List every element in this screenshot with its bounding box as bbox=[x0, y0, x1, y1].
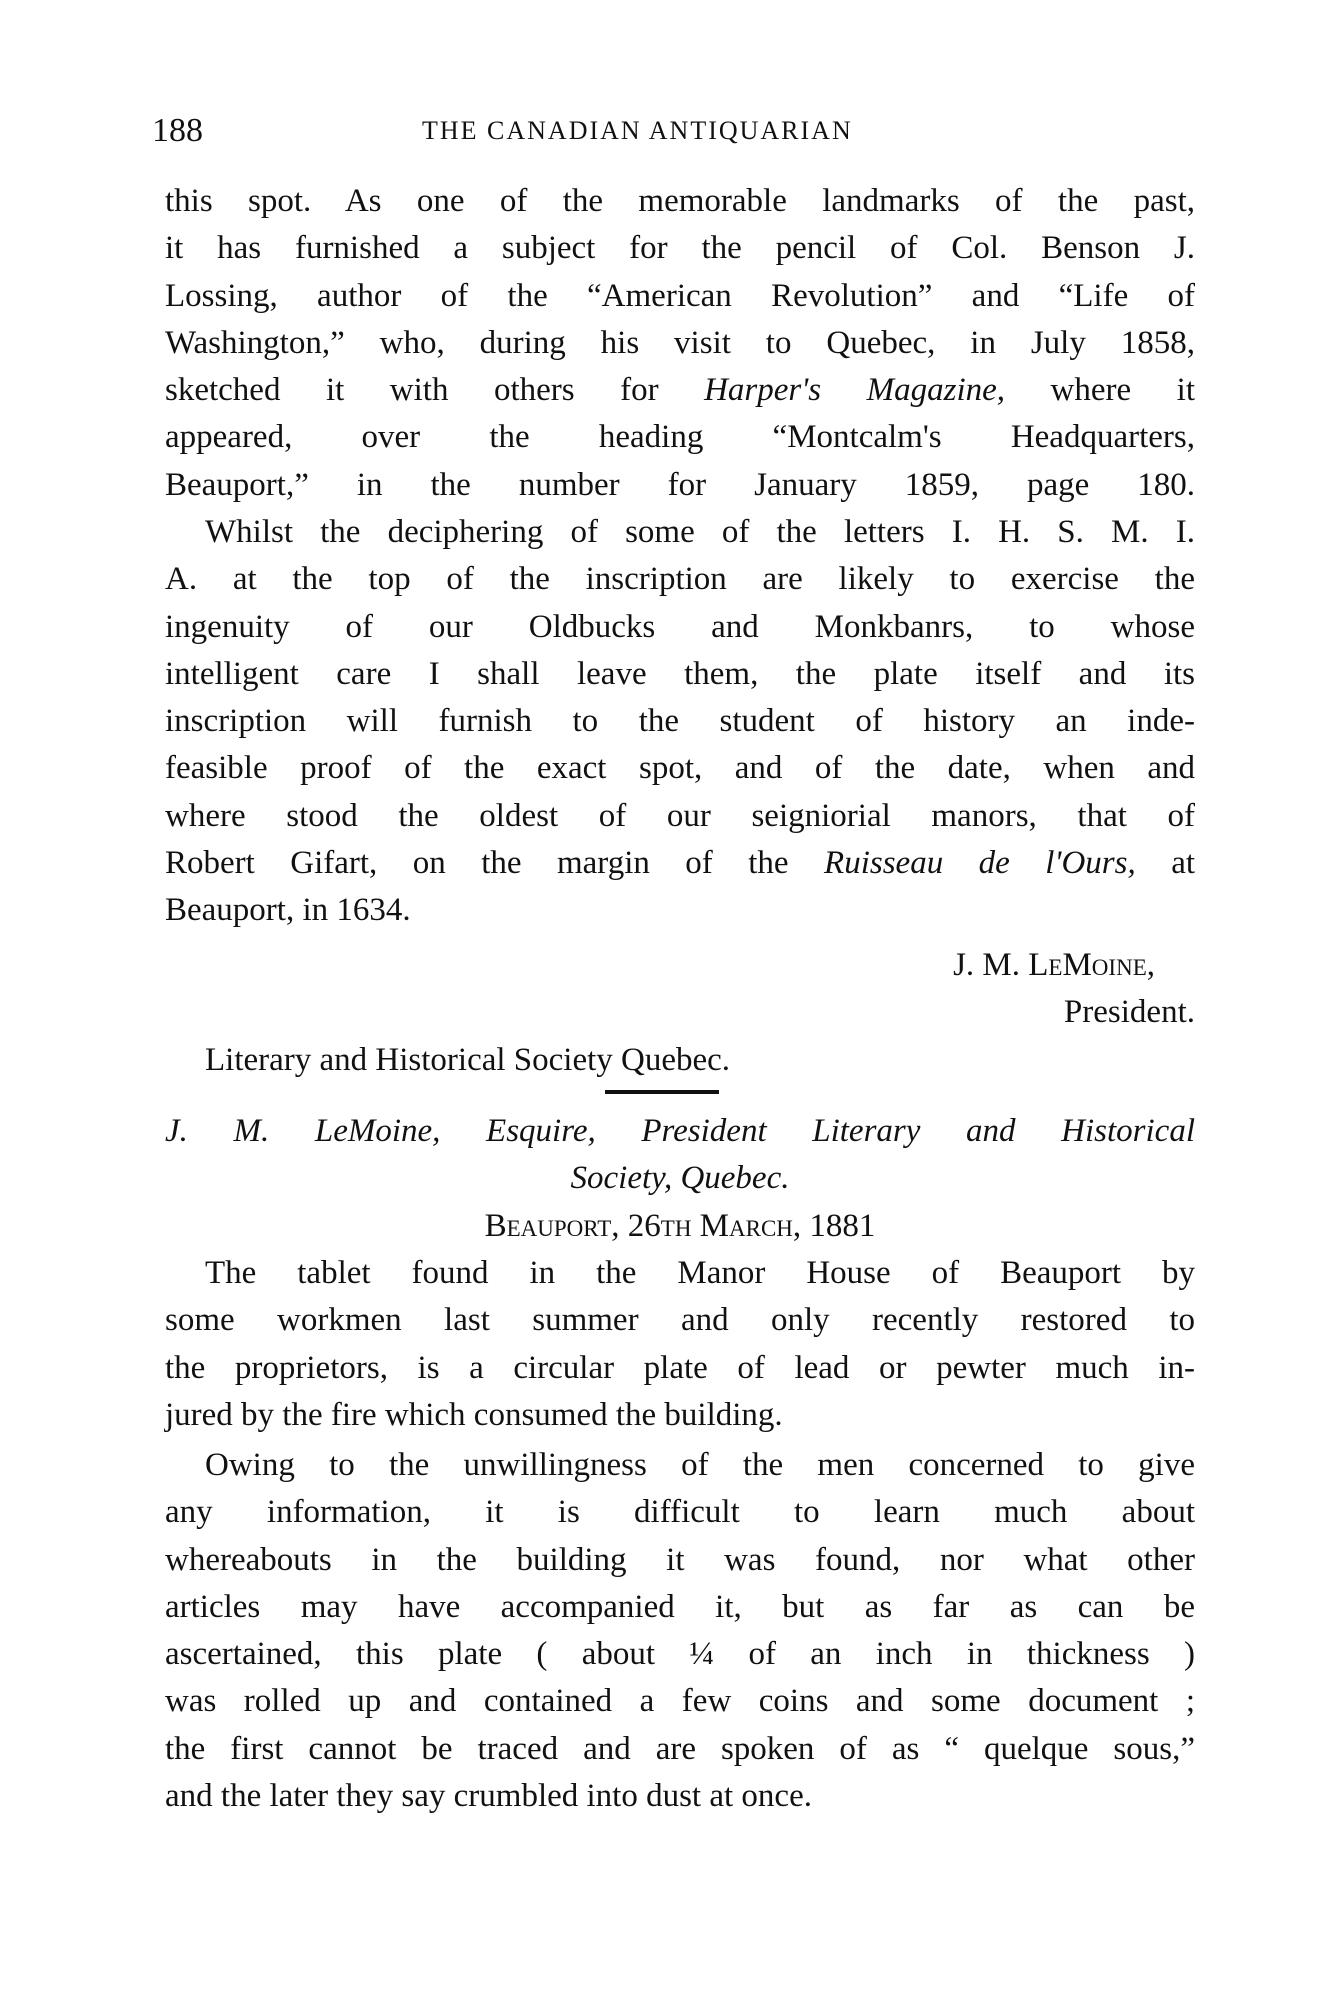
text-line: Lossing, author of the “American Revolution” and “Life of bbox=[165, 277, 1195, 314]
italic-title: Ruisseau de l'Ours, bbox=[824, 845, 1136, 882]
paragraph-inscription bbox=[165, 509, 1195, 935]
letter-paragraph-circumstances bbox=[165, 1442, 1195, 1820]
page-header bbox=[152, 112, 1182, 156]
text-line: ingenuity of our Oldbucks and Monkbanrs, to whose bbox=[165, 608, 1195, 645]
letter-address-line: Society, Quebec. bbox=[570, 1160, 790, 1197]
italic-title: Harper's Magazine, bbox=[704, 372, 1006, 409]
paragraph-continuation bbox=[165, 178, 1195, 509]
signature-title: President. bbox=[1063, 994, 1195, 1031]
text-line: the first cannot be traced and are spoken of as “ quelque sous,” bbox=[165, 1730, 1195, 1767]
text-line: was rolled up and contained a few coins and some document ; bbox=[165, 1683, 1195, 1720]
running-title: THE CANADIAN ANTIQUARIAN bbox=[422, 116, 853, 145]
text-line: Beauport, in 1634. bbox=[165, 892, 411, 929]
text-line: it has furnished a subject for the pencil of Col. Benson J. bbox=[165, 230, 1195, 267]
signature-name: J. M. LeMoine, bbox=[953, 947, 1155, 983]
text-line: and the later they say crumbled into dust at once. bbox=[165, 1778, 812, 1815]
text-line: feasible proof of the exact spot, and of the date, when and bbox=[165, 750, 1195, 787]
text-segment: at bbox=[1171, 845, 1196, 882]
page-number: 188 bbox=[152, 112, 203, 149]
text-segment: sketched it with others for bbox=[165, 372, 659, 409]
text-segment: where it bbox=[1050, 372, 1195, 409]
letter-address-line: J. M. LeMoine, Esquire, President Literary and Historical bbox=[165, 1113, 1195, 1149]
text-line: Washington,” who, during his visit to Quebec, in July 1858, bbox=[165, 324, 1195, 361]
letter-dateline: Beauport, 26th March, 1881 bbox=[484, 1207, 876, 1244]
text-line: the proprietors, is a circular plate of lead or pewter much in- bbox=[165, 1349, 1195, 1386]
text-line: A. at the top of the inscription are likely to exercise the bbox=[165, 561, 1195, 598]
text-line: jured by the fire which consumed the building. bbox=[165, 1396, 783, 1433]
section-divider bbox=[605, 1090, 719, 1094]
text-line: whereabouts in the building it was found, nor what other bbox=[165, 1541, 1195, 1578]
letter-heading bbox=[165, 1108, 1195, 1250]
text-line: Whilst the deciphering of some of the letters I. H. S. M. I. bbox=[205, 514, 1195, 550]
letter-paragraph-tablet bbox=[165, 1250, 1195, 1439]
text-line: intelligent care I shall leave them, the plate itself and its bbox=[165, 655, 1195, 692]
signature-society: Literary and Historical Society Quebec. bbox=[205, 1041, 731, 1078]
text-line bbox=[165, 840, 1195, 887]
text-segment: Robert Gifart, on the margin of the bbox=[165, 845, 789, 882]
text-line: Beauport,” in the number for January 1859, page 180. bbox=[165, 466, 1195, 503]
text-line: Owing to the unwillingness of the men concerned to give bbox=[205, 1447, 1195, 1483]
text-line: appeared, over the heading “Montcalm's Headquarters, bbox=[165, 419, 1195, 456]
text-line bbox=[165, 367, 1195, 414]
text-line: articles may have accompanied it, but as far as can be bbox=[165, 1588, 1195, 1625]
text-line: ascertained, this plate ( about ¼ of an inch in thickness ) bbox=[165, 1636, 1195, 1673]
text-line: some workmen last summer and only recently restored to bbox=[165, 1302, 1195, 1339]
text-line: where stood the oldest of our seigniorial manors, that of bbox=[165, 797, 1195, 834]
text-line: any information, it is difficult to learn much about bbox=[165, 1494, 1195, 1531]
text-line: this spot. As one of the memorable landmarks of the past, bbox=[165, 183, 1195, 219]
text-line: inscription will furnish to the student of history an inde- bbox=[165, 703, 1195, 740]
signature-block bbox=[165, 942, 1195, 1084]
text-line: The tablet found in the Manor House of Beauport by bbox=[205, 1255, 1195, 1291]
